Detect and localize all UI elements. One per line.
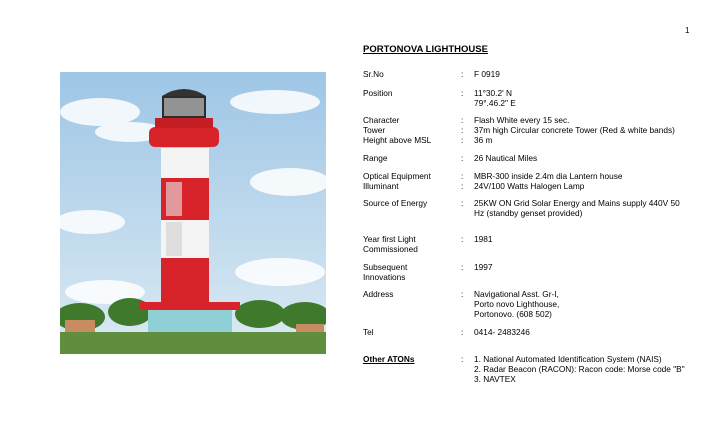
address-line1: Navigational Asst. Gr-I, <box>474 289 559 299</box>
range-value: 26 Nautical Miles <box>474 153 538 163</box>
colon: : <box>461 153 464 163</box>
page-number: 1 <box>685 26 690 35</box>
other-atons-item-3: 3. NAVTEX <box>474 374 516 384</box>
colon: : <box>461 69 464 79</box>
range-label: Range <box>363 153 388 163</box>
lighthouse-illustration <box>60 72 326 354</box>
subsequent-value: 1997 <box>474 262 493 272</box>
colon: : <box>461 115 464 125</box>
height-label: Height above MSL <box>363 135 432 145</box>
page-title: PORTONOVA LIGHTHOUSE <box>363 44 488 55</box>
colon: : <box>461 354 464 364</box>
energy-label: Source of Energy <box>363 198 428 208</box>
tel-value: 0414- 2483246 <box>474 327 530 337</box>
illuminant-value: 24V/100 Watts Halogen Lamp <box>474 181 585 191</box>
tower-label: Tower <box>363 125 386 135</box>
illuminant-label: Illuminant <box>363 181 399 191</box>
colon: : <box>461 262 464 272</box>
address-line3: Portonovo. (608 502) <box>474 309 552 319</box>
colon: : <box>461 135 464 145</box>
year-first-label-line2: Commissioned <box>363 244 418 254</box>
position-label: Position <box>363 88 393 98</box>
height-value: 36 m <box>474 135 493 145</box>
lighthouse-photo <box>60 72 326 354</box>
position-lon: 79°.46.2" E <box>474 98 516 108</box>
colon: : <box>461 181 464 191</box>
optical-label: Optical Equipment <box>363 171 431 181</box>
year-first-value: 1981 <box>474 234 493 244</box>
colon: : <box>461 234 464 244</box>
srno-label: Sr.No <box>363 69 384 79</box>
address-label: Address <box>363 289 394 299</box>
energy-value-line2: Hz (standby genset provided) <box>474 208 583 218</box>
other-atons-label: Other ATONs <box>363 354 415 364</box>
position-lat: 11°30.2' N <box>474 88 512 98</box>
subsequent-label-line2: Innovations <box>363 272 406 282</box>
other-atons-item-1: 1. National Automated Identification System (NAIS) <box>474 354 662 364</box>
year-first-label-line1: Year first Light <box>363 234 416 244</box>
colon: : <box>461 327 464 337</box>
colon: : <box>461 125 464 135</box>
optical-value: MBR-300 inside 2.4m dia Lantern house <box>474 171 623 181</box>
colon: : <box>461 171 464 181</box>
colon: : <box>461 88 464 98</box>
energy-value-line1: 25KW ON Grid Solar Energy and Mains supply 440V 50 <box>474 198 680 208</box>
tel-label: Tel <box>363 327 374 337</box>
address-line2: Porto novo Lighthouse, <box>474 299 560 309</box>
srno-value: F 0919 <box>474 69 500 79</box>
other-atons-item-2: 2. Radar Beacon (RACON): Racon code: Morse code "B" <box>474 364 685 374</box>
subsequent-label-line1: Subsequent <box>363 262 408 272</box>
character-value: Flash White every 15 sec. <box>474 115 570 125</box>
colon: : <box>461 289 464 299</box>
character-label: Character <box>363 115 400 125</box>
colon: : <box>461 198 464 208</box>
tower-value: 37m high Circular concrete Tower (Red & white bands) <box>474 125 675 135</box>
